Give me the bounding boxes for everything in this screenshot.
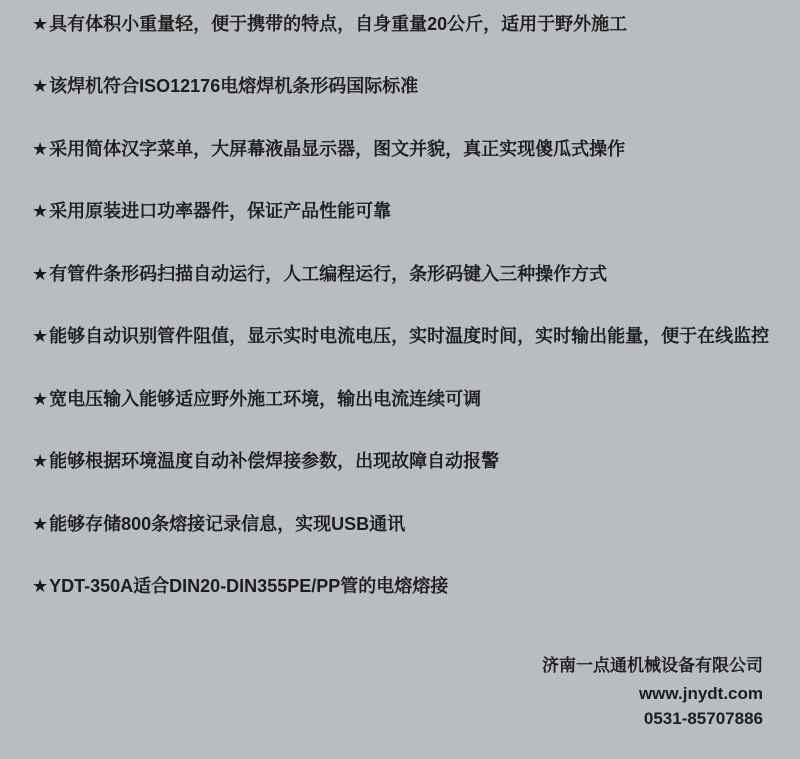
- footer-contact-block: [542, 656, 763, 729]
- feature-item: [32, 575, 448, 597]
- feature-text: 有管件条形码扫描自动运行，人工编程运行，条形码键入三种操作方式: [49, 264, 608, 284]
- star-bullet-icon: ★: [32, 14, 49, 34]
- feature-text: 采用简体汉字菜单，大屏幕液晶显示器，图文并貌，真正实现傻瓜式操作: [49, 139, 626, 159]
- feature-item: [32, 200, 391, 222]
- star-bullet-icon: ★: [32, 389, 49, 409]
- feature-item: [32, 75, 418, 97]
- star-bullet-icon: ★: [32, 76, 49, 96]
- company-name: 济南一点通机械设备有限公司: [542, 656, 763, 675]
- feature-item: [32, 13, 627, 35]
- star-bullet-icon: ★: [32, 139, 49, 159]
- feature-item: [32, 450, 499, 472]
- website-url: www.jnydt.com: [638, 684, 763, 703]
- star-bullet-icon: ★: [32, 514, 49, 534]
- star-bullet-icon: ★: [32, 201, 49, 221]
- star-bullet-icon: ★: [32, 326, 49, 346]
- feature-text: 能够自动识别管件阻值，显示实时电流电压，实时温度时间，实时输出能量，便于在线监控: [49, 326, 770, 346]
- star-bullet-icon: ★: [32, 264, 49, 284]
- feature-item: [32, 388, 481, 410]
- feature-text: 具有体积小重量轻，便于携带的特点，自身重量20公斤，适用于野外施工: [49, 14, 628, 34]
- star-bullet-icon: ★: [32, 451, 49, 471]
- feature-text: 该焊机符合ISO12176电熔焊机条形码国际标准: [49, 76, 419, 96]
- phone-number: 0531-85707886: [643, 709, 763, 728]
- feature-text: 能够根据环境温度自动补偿焊接参数，出现故障自动报警: [49, 451, 500, 471]
- feature-item: [32, 325, 769, 347]
- star-bullet-icon: ★: [32, 576, 49, 596]
- feature-text: 能够存储800条熔接记录信息，实现USB通讯: [49, 514, 406, 534]
- feature-item: [32, 513, 405, 535]
- feature-text: 宽电压输入能够适应野外施工环境，输出电流连续可调: [49, 389, 482, 409]
- feature-item: [32, 138, 625, 160]
- feature-item: [32, 263, 607, 285]
- feature-text: YDT-350A适合DIN20-DIN355PE/PP管的电熔熔接: [49, 576, 449, 596]
- feature-text: 采用原装进口功率器件，保证产品性能可靠: [49, 201, 392, 221]
